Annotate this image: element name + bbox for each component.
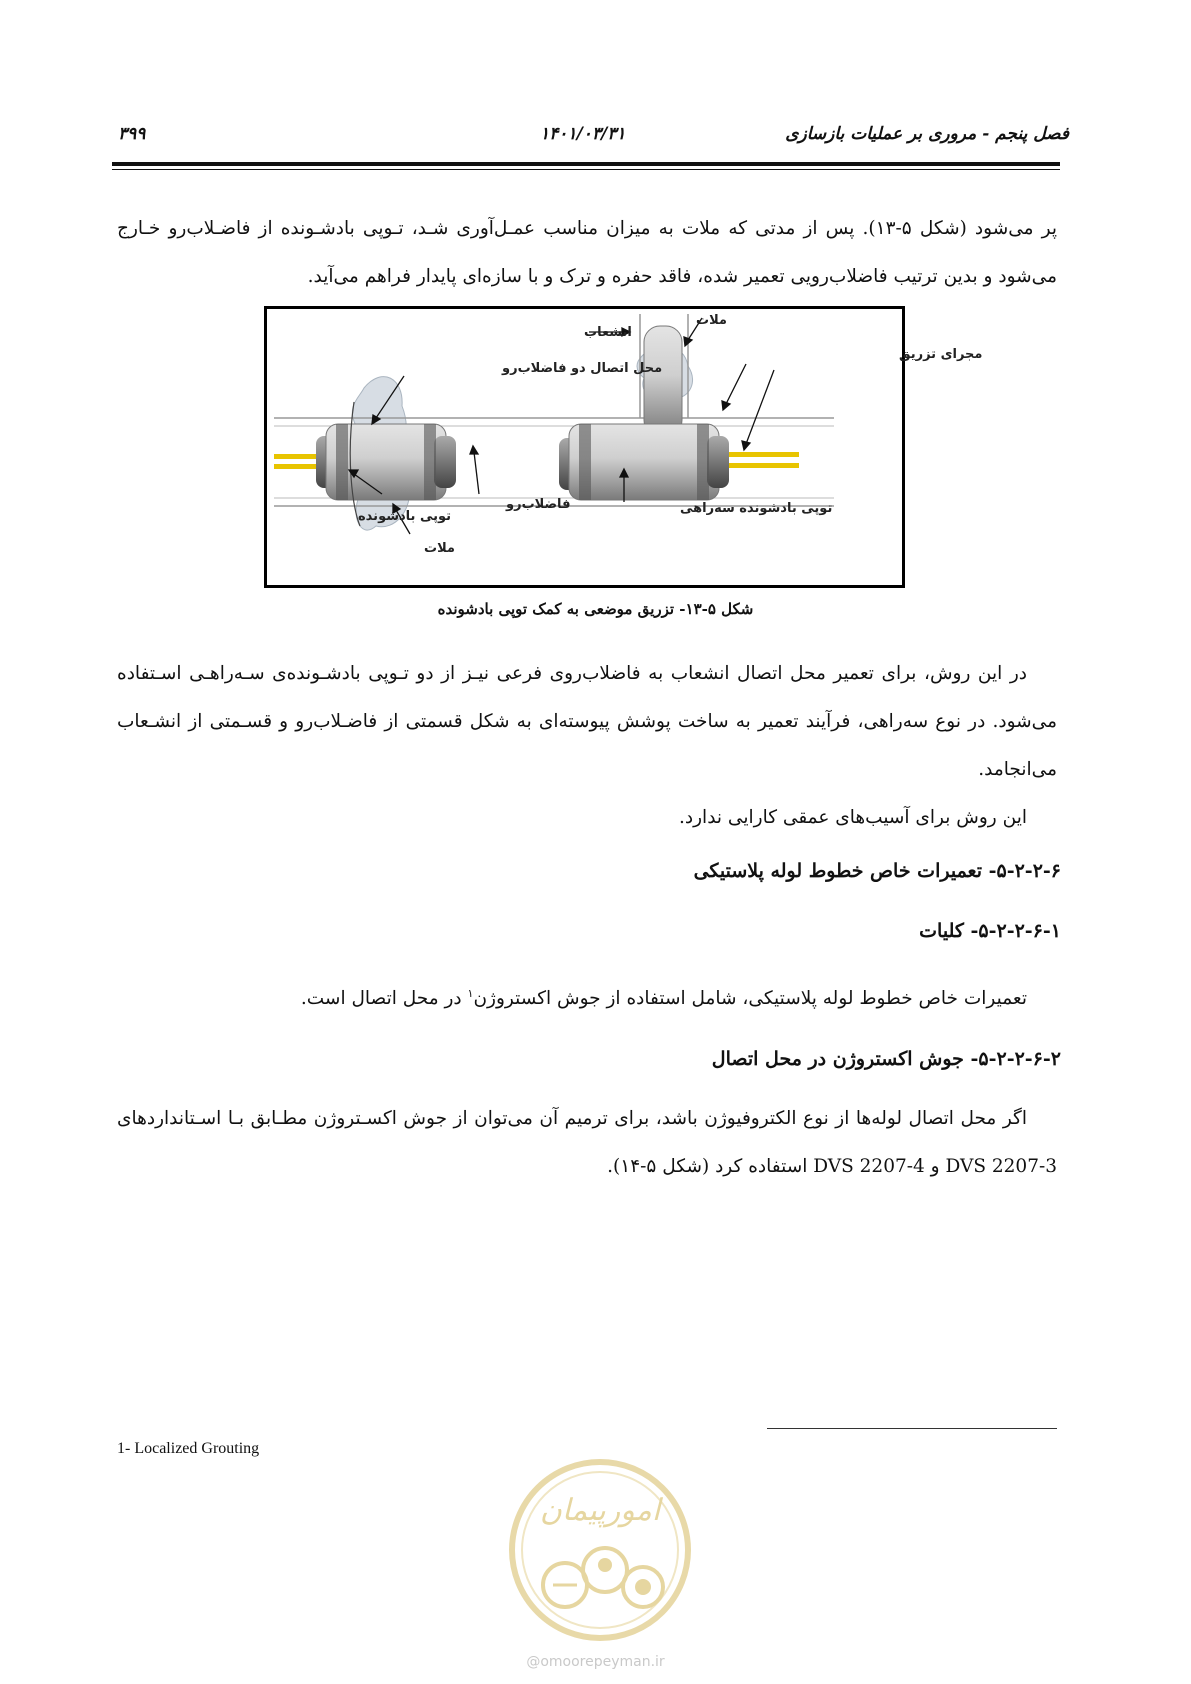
watermark-logo: [505, 1445, 695, 1655]
label-branch: انشعاب: [584, 325, 632, 340]
header-rule-thin: [112, 169, 1060, 170]
figure-grouting-diagram: [264, 306, 983, 588]
figure-caption: شکل ۵-۱۳- تزریق موضعی به کمک توپی بادشونده: [437, 600, 754, 618]
footnote-ref[interactable]: ۱: [467, 987, 474, 1000]
header-chapter-title: فصل پنجم - مروری بر عملیات بازسازی: [785, 124, 1069, 144]
label-plug: توپی بادشونده: [358, 509, 452, 524]
heading-plastic-repairs: ۵-۲-۲-۶- تعمیرات خاص خطوط لوله پلاستیکی: [693, 860, 1061, 882]
header-page-number: ۳۹۹: [118, 124, 146, 144]
watermark-text: امورپیمان: [539, 1493, 661, 1528]
heading-general: ۵-۲-۲-۶-۱- کلیات: [919, 920, 1061, 942]
label-mortar-bottom: ملات: [424, 541, 455, 556]
paragraph-limitation: این روش برای آسیب‌های عمقی کارایی ندارد.: [679, 807, 1027, 828]
inflatable-plug-tee: [569, 424, 719, 500]
label-mortar-top: ملات: [696, 313, 727, 328]
footnote-rule: [767, 1428, 1057, 1429]
header-date: ۱۴۰۱/۰۳/۳۱: [540, 124, 626, 144]
footnote-text: 1- Localized Grouting: [117, 1440, 260, 1457]
paragraph-extrusion-intro-tail: در محل اتصال است.: [300, 988, 468, 1010]
label-sewer-joint: محل اتصال دو فاضلاب‌رو: [502, 361, 663, 376]
paragraph-extrusion-intro-text: تعمیرات خاص خطوط لوله پلاستیکی، شامل استفاده از جوش اکستروژن: [473, 988, 1027, 1010]
paragraph-extrusion-intro: [117, 970, 1057, 1023]
label-sewer: فاضلاب‌رو: [506, 497, 571, 512]
label-injection-conduit: مجرای تزریق: [899, 347, 983, 362]
injection-line-right-1: [729, 452, 799, 457]
paragraph-tee-method: در این روش، برای تعمیر محل اتصال انشعاب به فاضلاب‌روی فرعی نیـز از دو تـوپی بادشـونده‌ی سـه‌راهـی اسـتفاده می‌شود. در نوع سه‌راهی، فرآیند تعمیر به ساخت پوشش پیوسته‌ای به شکل قسمتی از فاضـلاب‌رو و قسـمتی از انشـعاب می‌انجامد.: [117, 663, 1057, 780]
inflatable-plug-tee-branch: [644, 326, 682, 436]
label-tee-plug: توپی بادشونده سه‌راهی: [680, 501, 833, 516]
injection-line-right-2: [729, 463, 799, 468]
intro-paragraph: پر می‌شود (شکل ۵-۱۳). پس از مدتی که ملات به میزان مناسب عمـل‌آوری شـد، تـوپی بادشـونده از فاضـلاب‌رو خـارج می‌شود و بدین ترتیب فاضلاب‌رویی تعمیر شده، فاقد حفره و ترک و با سازه‌ای پایدار فراهم می‌آید.: [117, 218, 1058, 287]
header-rule-thick: [112, 162, 1060, 166]
watermark-url: @omoorepeyman.ir: [526, 1654, 665, 1670]
paragraph-standards: اگر محل اتصال لوله‌ها از نوع الکتروفیوژن باشد، برای ترمیم آن می‌توان از جوش اکسـتروژن مطـابق بـا اسـتانداردهای DVS 2207-3 و DVS 2207-4 استفاده کرد (شکل ۵-۱۴).: [117, 1108, 1057, 1177]
heading-extrusion-welding: ۵-۲-۲-۶-۲- جوش اکستروژن در محل اتصال: [711, 1048, 1061, 1070]
